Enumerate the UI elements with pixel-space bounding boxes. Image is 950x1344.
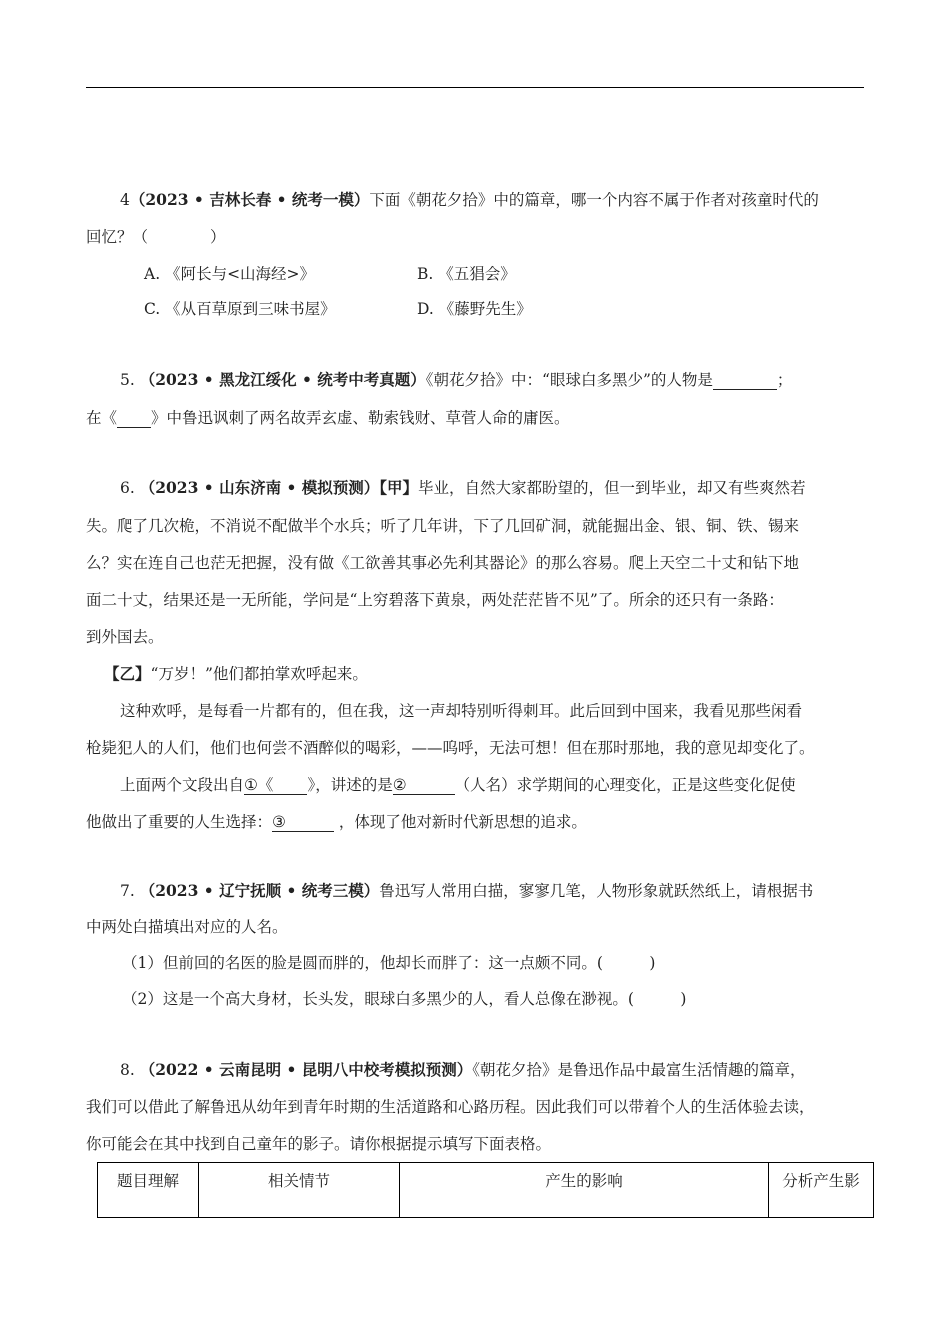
answer-blank[interactable] [273, 777, 307, 795]
q5-text: 》中鲁迅讽刺了两名故弄玄虚、勒索钱财、草菅人命的庸医。 [151, 409, 570, 427]
q6-text: “万岁！”他们都拍掌欢呼起来。 [150, 665, 368, 683]
q4-stem-1: 下面《朝花夕拾》中的篇章，哪一个内容不属于作者对孩童时代的 [369, 191, 819, 209]
q8-text: 我们可以借此了解鲁迅从幼年到青年时期的生活道路和心路历程。因此我们可以带着个人的生活体验去读， [86, 1098, 815, 1116]
q4-stem-2: 回忆？（ ） [86, 228, 226, 246]
q6-text: ，体现了他对新时代新思想的追求。 [338, 813, 587, 831]
q4-source: （2023 • 吉林长春 • 统考一模） [129, 190, 370, 209]
option-text: 《从百草原到三味书屋》 [165, 300, 336, 318]
q5-number: 5. [120, 371, 135, 389]
table-header-row [98, 1163, 874, 1218]
q5-text: 《朝花夕拾》中：“眼球白多黑少”的人物是 [425, 371, 713, 389]
table-header-cell: 相关情节 [199, 1163, 400, 1218]
q5-line-1 [120, 368, 792, 390]
q6-source: （2023 • 山东济南 • 模拟预测） [139, 478, 380, 497]
option-text: 《阿长与<山海经>》 [165, 265, 316, 283]
q8-line-1 [120, 1058, 806, 1080]
answer-table [97, 1162, 874, 1218]
option-label: A. [144, 265, 161, 283]
q7-number: 7. [120, 882, 135, 900]
q6-text: 到外国去。 [86, 628, 164, 646]
q6-fill-line-2 [86, 810, 587, 832]
q5-text: 在《 [86, 409, 118, 427]
q4-option-c [144, 297, 336, 319]
q6-fill-line-1 [120, 773, 796, 795]
q4-option-b [417, 262, 516, 284]
q8-number: 8. [120, 1061, 135, 1079]
q8-text: 你可能会在其中找到自己童年的影子。请你根据提示填写下面表格。 [86, 1135, 552, 1153]
answer-blank[interactable] [713, 372, 777, 390]
option-text: 《藤野先生》 [438, 300, 532, 318]
q5-source: （2023 • 黑龙江绥化 • 统考中考真题） [139, 370, 426, 389]
q6-text: 毕业，自然大家都盼望的，但一到毕业，却又有些爽然若 [418, 479, 806, 497]
answer-blank[interactable] [407, 777, 455, 795]
q6-yi-line [104, 662, 368, 684]
marker-2: ② [392, 776, 407, 794]
q6-text: 上面两个文段出自 [120, 776, 245, 794]
q8-text: 《朝花夕拾》是鲁迅作品中最富生活情趣的篇章， [472, 1061, 806, 1079]
q5-text: ； [776, 371, 793, 389]
q4-number: 4 [120, 191, 130, 209]
q6-text: （人名）求学期间的心理变化，正是这些变化促使 [454, 776, 796, 794]
option-label: B. [417, 265, 434, 283]
q4-option-d [417, 297, 532, 319]
answer-blank[interactable] [286, 814, 334, 832]
q7-source: （2023 • 辽宁抚顺 • 统考三模） [139, 881, 380, 900]
q6-text: 么？实在连自己也茫无把握，没有做《工欲善其事必先利其器论》的那么容易。爬上天空二十丈和钻下地 [86, 554, 800, 572]
option-label: C. [144, 300, 161, 318]
option-text: 《五猖会》 [438, 265, 516, 283]
q7-line-1 [120, 879, 813, 901]
q6-line-1 [120, 476, 806, 498]
option-label: D. [417, 300, 434, 318]
answer-blank[interactable] [117, 410, 151, 428]
marker-3: ③ [272, 813, 286, 831]
q4-option-a [144, 262, 315, 284]
q6-text: 失。爬了几次桅，不消说不配做半个水兵；听了几年讲，下了几回矿洞，就能掘出金、银、铜、铁、锡来 [86, 517, 800, 535]
jia-label: 【甲】 [379, 478, 419, 497]
q6-text: 》，讲述的是 [307, 776, 393, 794]
table-header-cell: 题目理解 [98, 1163, 199, 1218]
q6-number: 6. [120, 479, 135, 497]
q6-text: 枪毙犯人的人们，他们也何尝不酒醉似的喝彩，——呜呼，无法可想！但在那时那地，我的意见却变化了。 [86, 739, 815, 757]
q7-text: 中两处白描填出对应的人名。 [86, 918, 288, 936]
q4-line-1 [120, 188, 819, 210]
header-rule [86, 87, 864, 88]
marker-1: ① [244, 776, 258, 794]
q6-text: 面二十丈，结果还是一无所能，学问是“上穷碧落下黄泉，两处茫茫皆不见”了。所余的还只有一条路： [86, 591, 784, 609]
table-header-cell: 产生的影响 [400, 1163, 769, 1218]
q6-text: 这种欢呼，是每看一片都有的，但在我，这一声却特别听得刺耳。此后回到中国来，我看见那些闲看 [120, 702, 803, 720]
table-header-cell: 分析产生影 [769, 1163, 874, 1218]
yi-label: 【乙】 [104, 664, 151, 683]
q5-line-2 [86, 406, 570, 428]
q6-text: 他做出了重要的人生选择： [86, 813, 273, 831]
q7-text: 鲁迅写人常用白描，寥寥几笔，人物形象就跃然纸上，请根据书 [379, 882, 814, 900]
q7-item-1: （1）但前回的名医的脸是圆而胖的，他却长而胖了：这一点颇不同。( ) [122, 954, 656, 972]
q8-source: （2022 • 云南昆明 • 昆明八中校考模拟预测） [139, 1060, 473, 1079]
q7-item-2: （2）这是一个高大身材，长头发，眼球白多黑少的人，看人总像在渺视。( ) [122, 990, 687, 1008]
q6-text: 《 [257, 776, 274, 794]
